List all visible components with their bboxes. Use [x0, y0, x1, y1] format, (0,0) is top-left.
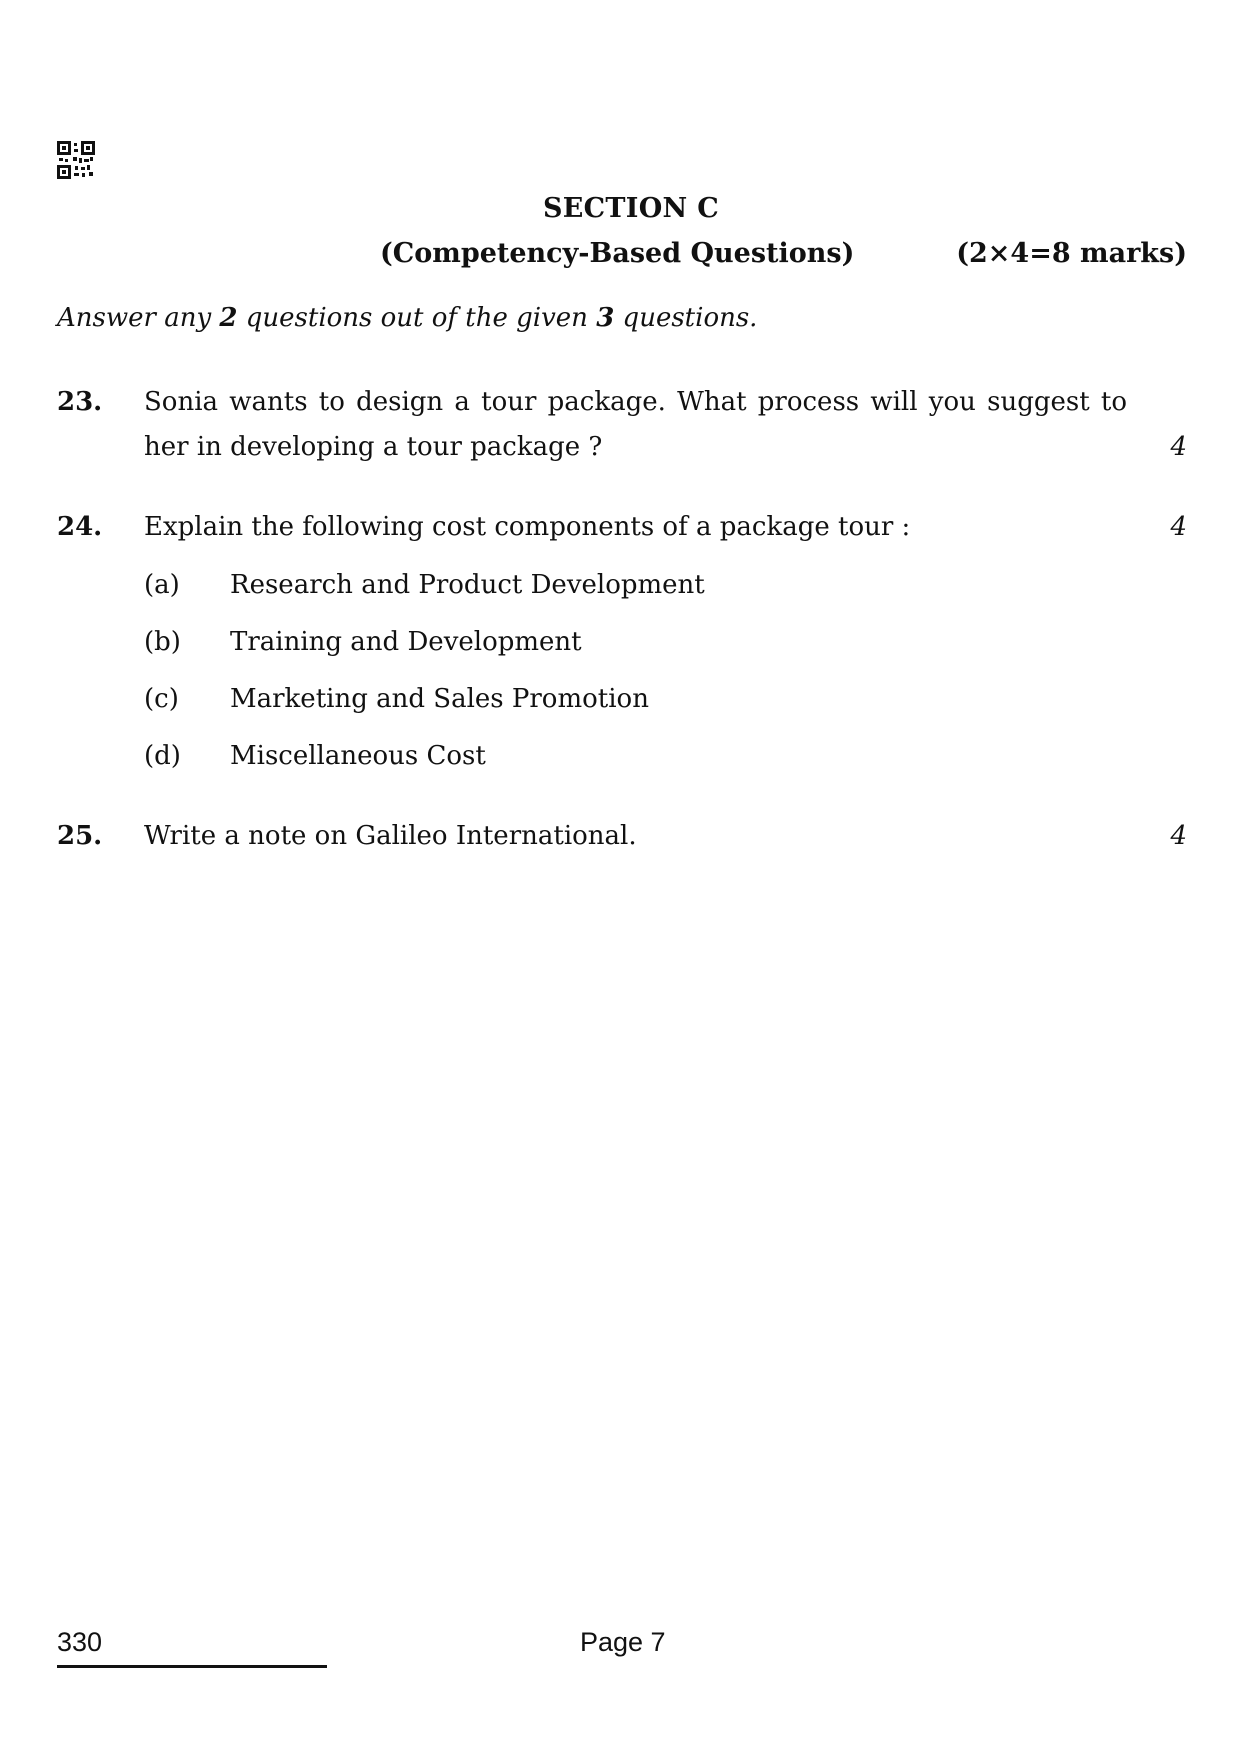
option-text: Training and Development: [230, 627, 582, 657]
option-label: (c): [144, 684, 179, 714]
option-text: Miscellaneous Cost: [230, 741, 486, 771]
option-text: Research and Product Development: [230, 570, 705, 600]
question-number: 25.: [57, 821, 103, 851]
paper-code: 330: [57, 1627, 103, 1657]
instruction-count: 2: [219, 303, 238, 333]
option-c: [144, 684, 649, 714]
question-number: 23.: [57, 387, 103, 417]
footer-divider: [57, 1665, 327, 1668]
page-number: Page 7: [580, 1627, 666, 1657]
section-subtitle: (Competency-Based Questions): [380, 238, 855, 269]
question-marks: 4: [1170, 512, 1187, 542]
question-text: Sonia wants to design a tour package. What process will you suggest to her in developing a tour package ?: [144, 387, 1127, 462]
question-25: [57, 814, 1187, 859]
instruction-text: questions out of the given: [237, 303, 597, 333]
option-label: (b): [144, 627, 181, 657]
question-24: [57, 505, 1187, 550]
question-marks: 4: [1170, 821, 1187, 851]
option-b: [144, 627, 582, 657]
option-a: [144, 570, 705, 600]
question-marks: 4: [1170, 432, 1187, 462]
option-label: (a): [144, 570, 180, 600]
question-text: Write a note on Galileo International.: [144, 821, 637, 851]
option-text: Marketing and Sales Promotion: [230, 684, 649, 714]
instruction: [57, 303, 757, 333]
instruction-text: questions.: [614, 303, 758, 333]
question-23: [57, 380, 1187, 470]
question-text: Explain the following cost components of a package tour :: [144, 512, 911, 542]
instruction-text: Answer any: [57, 303, 220, 333]
option-label: (d): [144, 741, 181, 771]
section-title: SECTION C: [542, 193, 720, 224]
question-number: 24.: [57, 512, 103, 542]
qr-code-icon: [57, 141, 95, 179]
instruction-total: 3: [596, 303, 615, 333]
option-d: [144, 741, 486, 771]
section-marks: (2×4=8 marks): [956, 238, 1187, 269]
